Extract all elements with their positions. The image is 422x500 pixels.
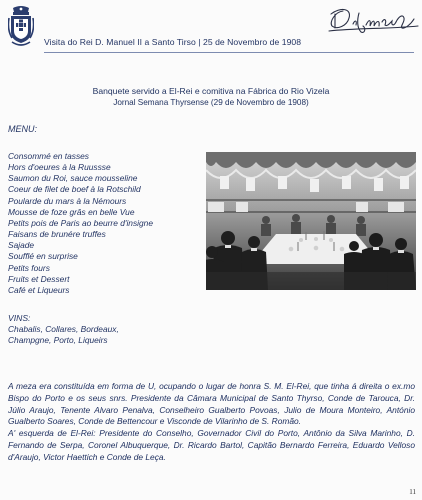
- menu-item: Coeur de filet de boef à la Rotschild: [8, 184, 141, 195]
- menu-item: Soufflé en surprise: [8, 251, 78, 262]
- vins-list: [8, 324, 198, 347]
- banquet-photograph: [206, 152, 416, 290]
- menu-item: Faisans de brunére truffes: [8, 229, 106, 240]
- paragraph: A' esquerda de El-Rei: Presidente do Conselho, Governador Civil do Porto, Antônio da Silva Marinho, D. Fernando de Serpa, Coronel Albuquerque, Dr. Ricardo Bartol, Capitão Bernardo Ferreira, Eduardo Velloso d'Araujo, Victor Haettich e Conde de Leça.: [8, 428, 415, 462]
- document-title: Banquete servido a El-Rei e comitiva na Fábrica do Rio Vizela: [92, 86, 330, 96]
- menu-heading: MENU:: [8, 124, 37, 134]
- menu-item: Petits pois de Paris ao beurre d'insigne: [8, 217, 153, 228]
- vins-heading: VINS:: [8, 313, 31, 323]
- menu-item: Poularde du mars à la Némours: [8, 195, 127, 206]
- menu-item: Fruits et Dessert: [8, 273, 70, 284]
- menu-item: Mousse de foze grâs en belle Vue: [8, 206, 135, 217]
- page-header-caption: Visita do Rei D. Manuel II a Santo Tirso | 25 de Novembro de 1908: [44, 37, 302, 47]
- document-subtitle: Jornal Semana Thyrsense (29 de Novembro de 1908): [113, 98, 309, 107]
- menu-item: Petits fours: [8, 262, 50, 273]
- menu-item: Saumon du Roi, sauce mousseline: [8, 173, 138, 184]
- header-divider: [44, 52, 414, 53]
- menu-item: Café et Liqueurs: [8, 284, 70, 295]
- menu-item: Sajade: [8, 240, 35, 251]
- coat-of-arms-logo: [8, 6, 34, 48]
- menu-list: [8, 151, 153, 296]
- handwritten-signature: [326, 4, 422, 38]
- page-number: 11: [409, 488, 416, 496]
- menu-item: Hors d'oeures à la Ruussse: [8, 162, 111, 173]
- menu-item: Consommé en tasses: [8, 151, 89, 161]
- vins-line: Chabalis, Collares, Bordeaux,: [8, 324, 119, 334]
- vins-line: Champgne, Porto, Liqueirs: [8, 335, 108, 346]
- paragraph: A meza era constituída em forma de U, ocupando o lugar de honra S. M. El-Rei, que tinha á direita o ex.mo Bispo do Porto e os seus snrs. Presidente da Câmara Municipal de Santo Thyrso, Conde de Tarouca, Dr. Júlio Araujo, Tenente Alvaro Penalva, Conselheiro Gualberto Povoas, Julio de Moura Monteiro, António Gualberto Soares, Conde de Bettencour e Visconde de Vilarinho de S. Romão.: [8, 381, 415, 427]
- seating-description: [8, 381, 415, 463]
